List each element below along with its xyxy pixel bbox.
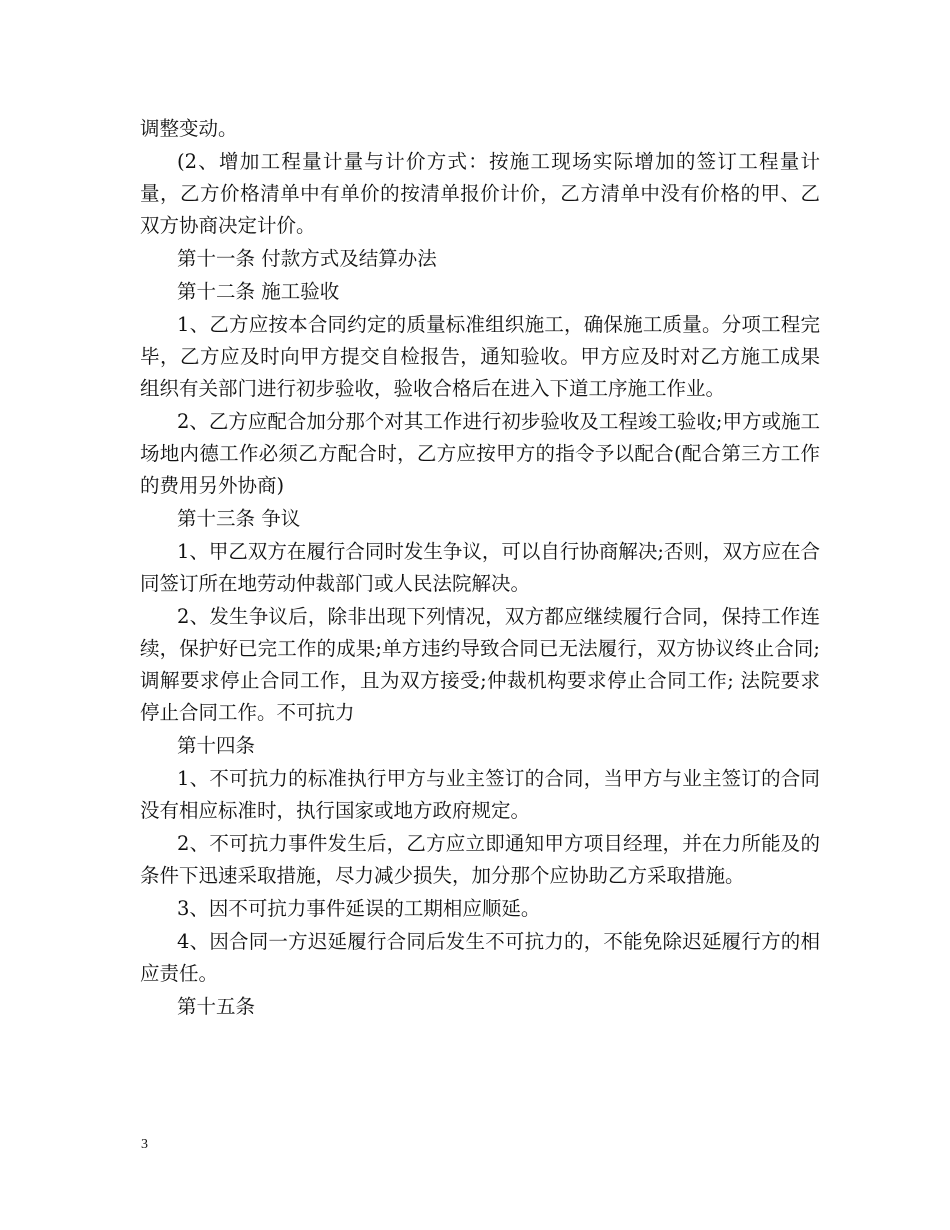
- paragraph: 1、乙方应按本合同约定的质量标准组织施工，确保施工质量。分项工程完毕，乙方应及时向甲方提交自检报告，通知验收。甲方应及时对乙方施工成果组织有关部门进行初步验收，验收合格后在进入下道工序施工作业。: [140, 313, 820, 400]
- paragraph: 3、因不可抗力事件延误的工期相应顺延。: [177, 897, 541, 920]
- article-heading: 第十一条 付款方式及结算办法: [177, 247, 437, 270]
- paragraph: 4、因合同一方迟延履行合同后发生不可抗力的，不能免除迟延履行方的相应责任。: [140, 930, 820, 985]
- article-heading: 第十四条: [177, 734, 256, 757]
- paragraph: 2、发生争议后，除非出现下列情况，双方都应继续履行合同，保持工作连续，保护好已完工作的成果;单方违约导致合同已无法履行，双方协议终止合同; 调解要求停止合同工作，且为双方接受;仲裁机构要求停止合同工作; 法院要求停止合同工作。不可抗力: [140, 605, 820, 724]
- article-heading: 第十二条 施工验收: [177, 280, 340, 303]
- paragraph: (2、增加工程量计量与计价方式：按施工现场实际增加的签订工程量计量，乙方价格清单中有单价的按清单报价计价，乙方清单中没有价格的甲、乙双方协商决定计价。: [140, 150, 820, 237]
- paragraph: 2、不可抗力事件发生后，乙方应立即通知甲方项目经理，并在力所能及的条件下迅速采取措施，尽力减少损失，加分那个应协助乙方采取措施。: [140, 832, 820, 887]
- paragraph: 调整变动。: [140, 117, 238, 140]
- paragraph: 2、乙方应配合加分那个对其工作进行初步验收及工程竣工验收;甲方或施工场地内德工作必须乙方配合时，乙方应按甲方的指令予以配合(配合第三方工作的费用另外协商): [140, 410, 820, 497]
- article-heading: 第十三条 争议: [177, 507, 301, 530]
- page-number: 3: [141, 1137, 148, 1152]
- paragraph: 1、不可抗力的标准执行甲方与业主签订的合同，当甲方与业主签订的合同没有相应标准时，执行国家或地方政府规定。: [140, 767, 820, 822]
- article-heading: 第十五条: [177, 995, 256, 1018]
- paragraph: 1、甲乙双方在履行合同时发生争议，可以自行协商解决;否则，双方应在合同签订所在地劳动仲裁部门或人民法院解决。: [140, 540, 820, 595]
- document-body: [140, 113, 820, 1024]
